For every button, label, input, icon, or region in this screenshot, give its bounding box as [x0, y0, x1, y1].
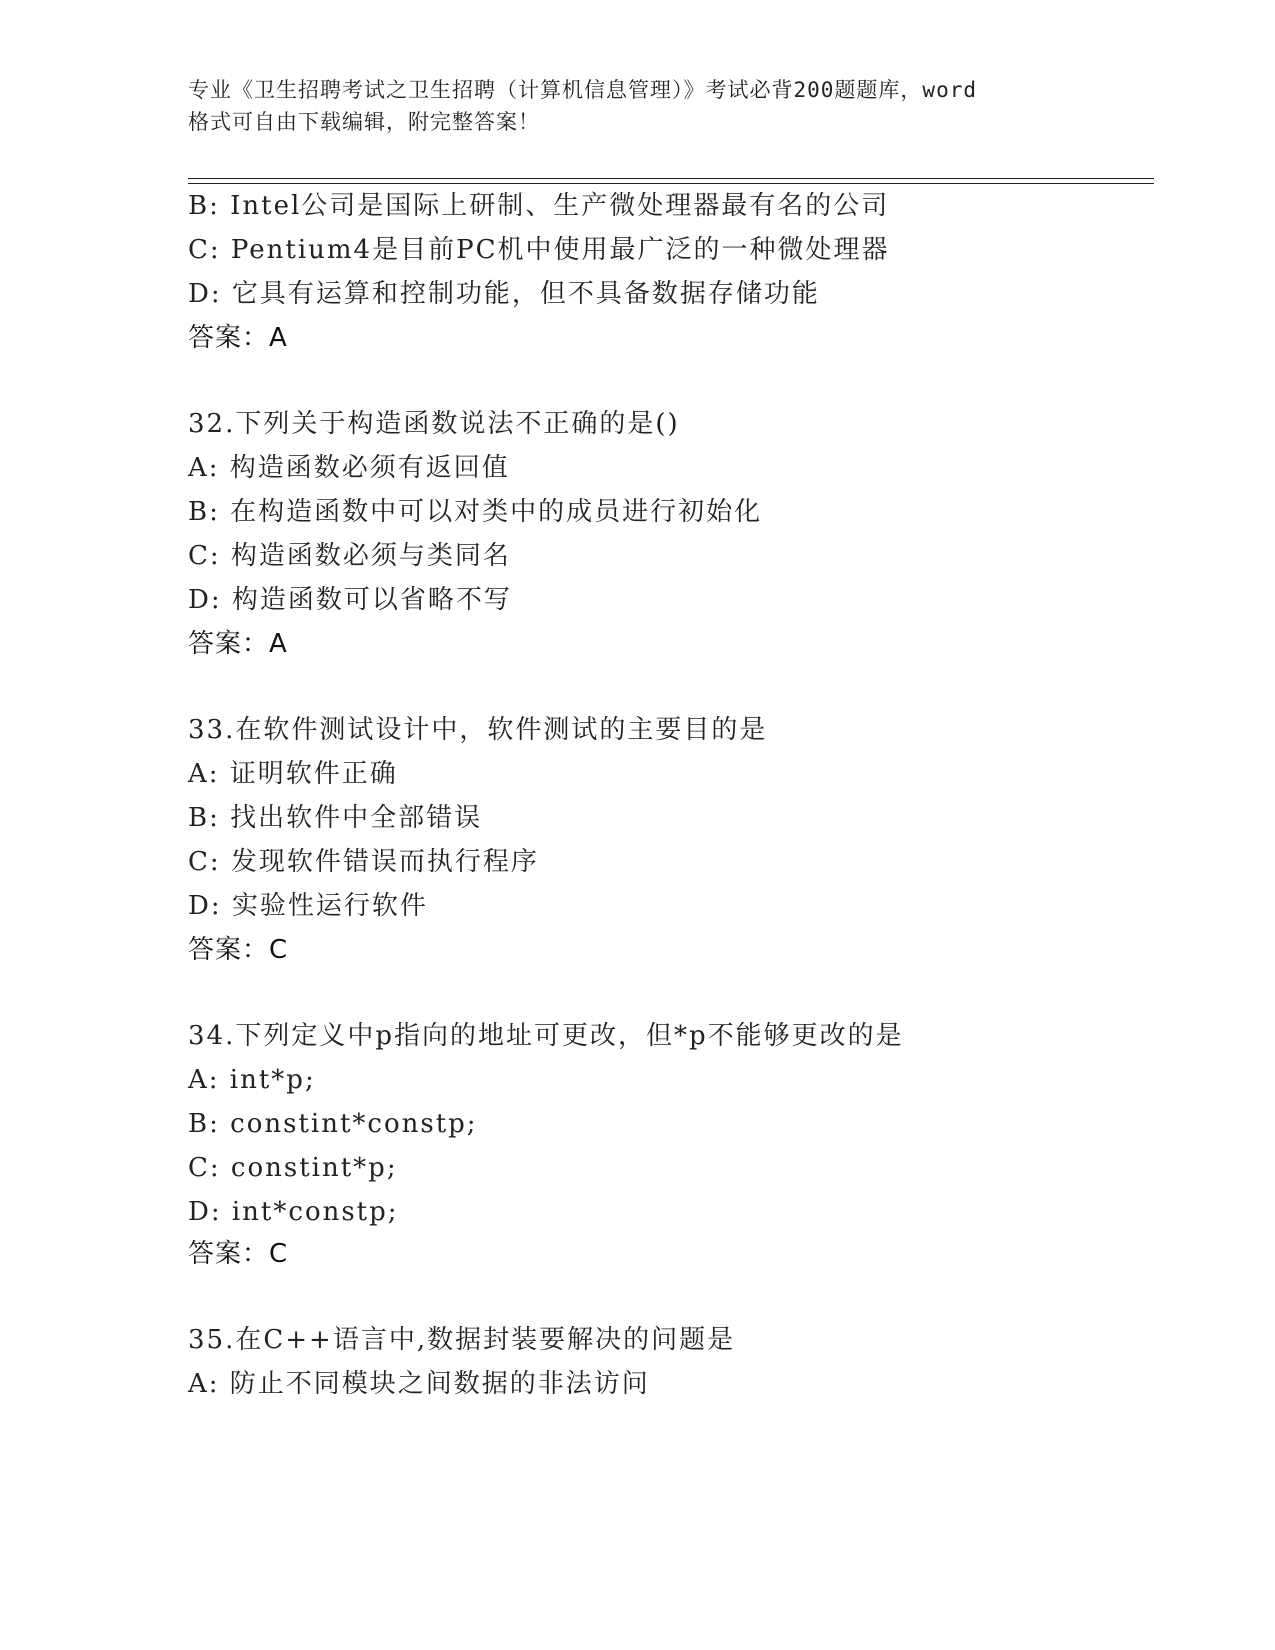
- q33-option-a: A: 证明软件正确: [188, 759, 398, 789]
- q34-answer: 答案：C: [188, 1239, 289, 1269]
- q32-option-a: A: 构造函数必须有返回值: [188, 453, 510, 483]
- q31-option-c: C: Pentium4是目前PC机中使用最广泛的一种微处理器: [188, 235, 890, 265]
- q33-option-c: C: 发现软件错误而执行程序: [188, 847, 539, 877]
- q32-option-b: B: 在构造函数中可以对类中的成员进行初始化: [188, 497, 763, 527]
- q32-stem: 32.下列关于构造函数说法不正确的是(): [188, 409, 680, 439]
- q34-option-a: A: int*p;: [188, 1065, 316, 1095]
- header-title-line-1: 专业《卫生招聘考试之卫生招聘（计算机信息管理）》考试必背200题题库，word: [188, 78, 977, 102]
- q32-option-c: C: 构造函数必须与类同名: [188, 541, 511, 571]
- q35-stem: 35.在C++语言中,数据封装要解决的问题是: [188, 1325, 736, 1355]
- q34-stem: 34.下列定义中p指向的地址可更改，但*p不能够更改的是: [188, 1021, 904, 1051]
- document-header: [188, 74, 1148, 138]
- q32-answer: 答案：A: [188, 629, 288, 659]
- q31-option-d: D: 它具有运算和控制功能，但不具备数据存储功能: [188, 279, 820, 309]
- q31-answer: 答案：A: [188, 323, 288, 353]
- q34-option-b: B: constint*constp;: [188, 1109, 478, 1139]
- q34-option-c: C: constint*p;: [188, 1153, 398, 1183]
- q34-option-d: D: int*constp;: [188, 1197, 399, 1227]
- q31-option-b: B: Intel公司是国际上研制、生产微处理器最有名的公司: [188, 191, 890, 221]
- header-title-line-2: 格式可自由下载编辑，附完整答案！: [188, 110, 540, 134]
- q33-option-b: B: 找出软件中全部错误: [188, 803, 483, 833]
- q33-answer: 答案：C: [188, 935, 289, 965]
- q32-option-d: D: 构造函数可以省略不写: [188, 585, 512, 615]
- q33-stem: 33.在软件测试设计中，软件测试的主要目的是: [188, 715, 768, 745]
- header-divider-top: [188, 178, 1154, 179]
- q33-option-d: D: 实验性运行软件: [188, 891, 428, 921]
- q35-option-a: A: 防止不同模块之间数据的非法访问: [188, 1369, 650, 1399]
- header-divider-bottom: [188, 183, 1154, 184]
